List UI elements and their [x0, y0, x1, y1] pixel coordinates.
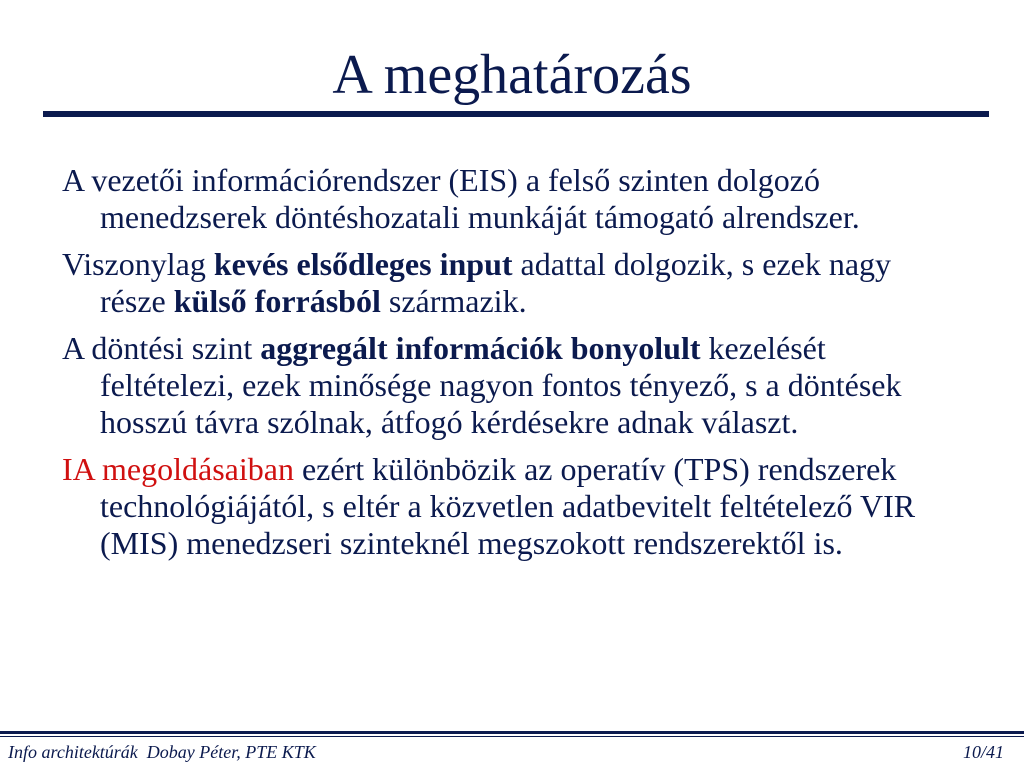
paragraph-decision-level	[62, 330, 962, 441]
slide-title: A meghatározás	[332, 44, 692, 106]
paragraph-input-data	[62, 246, 962, 320]
footer-divider	[0, 731, 1024, 734]
paragraph-text: adattal dolgozik, s ezek nagy része	[100, 246, 892, 319]
emphasis-text: kevés elsődleges input	[213, 246, 513, 282]
paragraph-text: A döntési szint	[62, 330, 261, 366]
slide-body	[62, 162, 962, 572]
footer-divider-thin	[0, 736, 1024, 737]
paragraph-text: ezért különbözik az operatív (TPS) rendszerek technológiájától, s eltér a közvetlen adatbevitelt feltételező VIR (MIS) menedzseri szinteknél megszokott rendszerektől is.	[100, 451, 916, 561]
footer-page-number: 10/41	[962, 742, 1004, 762]
title-divider	[43, 111, 989, 117]
paragraph-text: kezelését feltételezi, ezek minősége nagyon fontos tényező, s a döntések hosszú távra szólnak, átfogó kérdésekre adnak választ.	[100, 330, 902, 440]
footer-course-info: Info architektúrák Dobay Péter, PTE KTK	[8, 742, 316, 762]
paragraph-text: származik.	[380, 283, 527, 319]
paragraph-ia-solutions	[62, 451, 962, 562]
highlight-text: IA megoldásaiban	[62, 451, 294, 487]
paragraph-eis-definition	[62, 162, 962, 236]
paragraph-text: A vezetői információrendszer (EIS) a felső szinten dolgozó menedzserek döntéshozatali munkáját támogató alrendszer.	[62, 162, 860, 235]
paragraph-text: Viszonylag	[62, 246, 214, 282]
emphasis-text: külső forrásból	[173, 283, 381, 319]
emphasis-text: aggregált információk bonyolult	[260, 330, 701, 366]
